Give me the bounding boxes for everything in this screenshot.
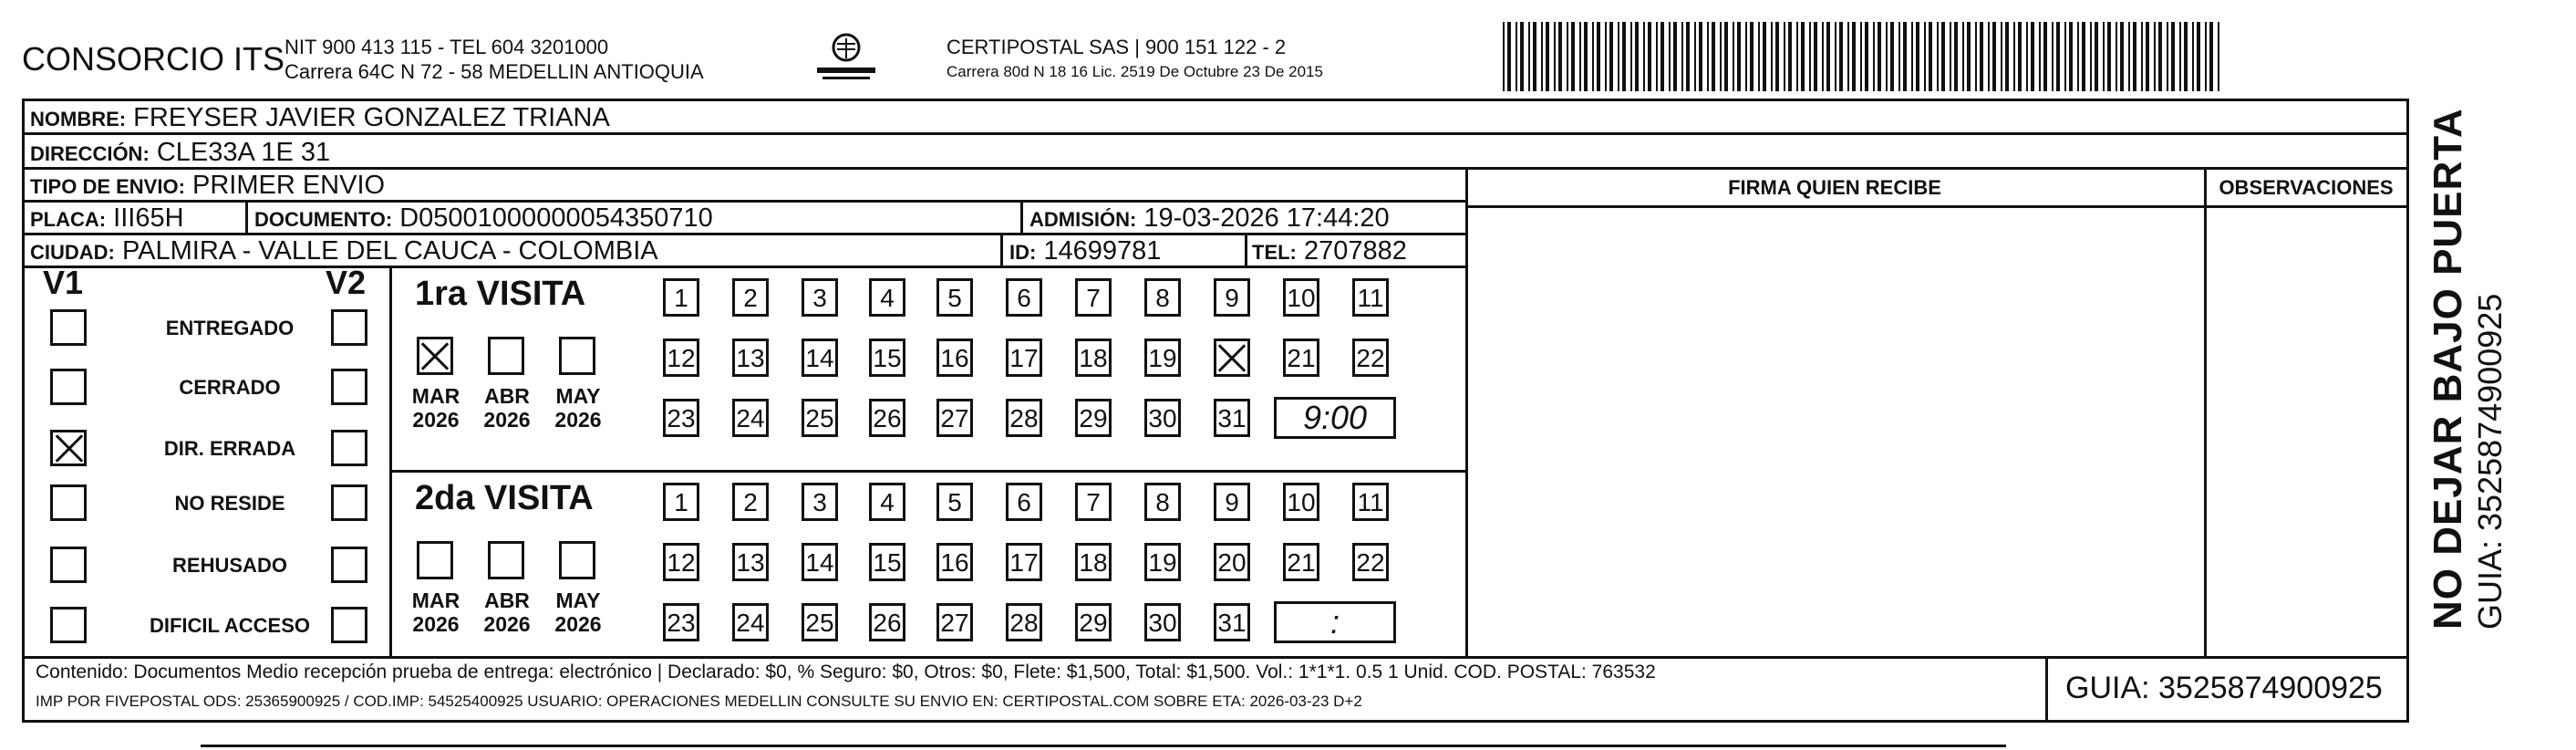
day-box[interactable]: 7 (1075, 483, 1112, 521)
courier-license: Carrera 80d N 18 16 Lic. 2519 De Octubre 23 De 2015 (947, 63, 1323, 80)
barcode-bar (1609, 22, 1613, 91)
barcode-bar (1648, 22, 1651, 91)
month-label (475, 589, 539, 636)
month-checkbox[interactable] (417, 337, 453, 375)
nit-line: NIT 900 413 115 - TEL 604 3201000 (284, 36, 609, 58)
day-box[interactable]: 10 (1283, 483, 1319, 521)
barcode-bar (2052, 22, 2054, 91)
barcode-bar (1801, 22, 1805, 91)
barcode-bar (2171, 22, 2175, 91)
day-box[interactable]: 13 (732, 339, 769, 377)
ciudad-label: CIUDAD: (30, 241, 115, 264)
day-box[interactable]: 8 (1144, 483, 1181, 521)
month-year: 2026 (483, 612, 531, 636)
tel-row (1252, 236, 1407, 267)
barcode-bar (1712, 22, 1715, 91)
barcode-bar (1796, 22, 1798, 91)
v2-label: V2 (326, 264, 367, 301)
barcode-bar (1605, 22, 1607, 91)
address-line: Carrera 64C N 72 - 58 MEDELLIN ANTIOQUIA (284, 60, 704, 83)
status-label: NO RESIDE (174, 492, 285, 515)
barcode-bar (1758, 22, 1760, 91)
day-box[interactable]: 31 (1214, 603, 1250, 641)
barcode-bar (1699, 22, 1702, 91)
v2-checkbox[interactable] (331, 547, 367, 583)
barcode-bar (2197, 22, 2200, 91)
month-label (475, 384, 539, 432)
v2-checkbox[interactable] (331, 369, 367, 405)
month-year: 2026 (554, 612, 602, 636)
v1-checkbox[interactable] (50, 309, 87, 346)
guia-number: GUIA: 3525874900925 (2065, 671, 2383, 705)
day-box[interactable]: 9 (1214, 278, 1250, 317)
v2-checkbox[interactable] (331, 430, 367, 466)
day-box[interactable]: 5 (936, 483, 973, 521)
ciudad-value: PALMIRA - VALLE DEL CAUCA - COLOMBIA (121, 236, 658, 266)
barcode-bar (1694, 22, 1696, 91)
barcode-bar (1835, 22, 1836, 91)
barcode-bar (1809, 22, 1811, 91)
firma-label: FIRMA QUIEN RECIBE (1728, 176, 1941, 199)
barcode-bar (1622, 22, 1626, 91)
month-label (546, 384, 610, 432)
barcode-bar (1750, 22, 1754, 91)
barcode-bar (1733, 22, 1734, 91)
barcode-bar (1788, 22, 1792, 91)
barcode-bar (1911, 22, 1913, 91)
day-box[interactable]: 5 (936, 278, 973, 317)
barcode-bar (1597, 22, 1600, 91)
day-box[interactable]: 18 (1075, 543, 1112, 581)
v1-checkbox[interactable] (50, 484, 87, 521)
company-name: CONSORCIO ITS (22, 40, 285, 78)
month-checkbox[interactable] (488, 337, 524, 375)
admision-label: ADMISIÓN: (1029, 208, 1137, 231)
barcode-bar (2116, 22, 2117, 91)
barcode-bar (1571, 22, 1575, 91)
day-box[interactable]: 1 (663, 483, 699, 521)
v1-checkbox[interactable] (50, 607, 87, 643)
barcode-bar (2031, 22, 2034, 91)
status-label: CERRADO (179, 376, 281, 399)
barcode-bar (1771, 22, 1773, 91)
day-box[interactable]: 25 (802, 399, 838, 437)
tipo-row (30, 171, 385, 202)
day-box[interactable]: 29 (1075, 399, 1112, 437)
bottom-rule (201, 745, 2006, 747)
barcode-bar (1886, 22, 1888, 91)
barcode-bar (2082, 22, 2085, 91)
barcode-bar (1847, 22, 1849, 91)
day-box[interactable]: 30 (1144, 603, 1181, 641)
month-checkbox[interactable] (417, 541, 453, 579)
day-box[interactable]: 3 (802, 483, 838, 521)
barcode-bar (1763, 22, 1766, 91)
courier-line: CERTIPOSTAL SAS | 900 151 122 - 2 (947, 36, 1287, 58)
placa-row (30, 203, 184, 234)
barcode-bar (1579, 22, 1581, 91)
barcode-bar (1528, 22, 1530, 91)
day-box[interactable]: 23 (663, 399, 699, 437)
barcode-bar (1992, 22, 1996, 91)
month-checkbox[interactable] (559, 337, 595, 375)
barcode-bar (1656, 22, 1658, 91)
day-box[interactable]: 24 (732, 399, 769, 437)
barcode-bar (2107, 22, 2111, 91)
day-box[interactable]: 18 (1075, 339, 1112, 377)
barcode-bar (1784, 22, 1785, 91)
barcode-bar (1814, 22, 1817, 91)
barcode-bar (1567, 22, 1568, 91)
barcode-bar (1954, 22, 1958, 91)
month-name: ABR (484, 384, 530, 408)
barcode-bar (1865, 22, 1868, 91)
barcode-bar (1507, 22, 1511, 91)
day-box[interactable]: 1 (663, 278, 699, 317)
tel-label: TEL: (1252, 241, 1297, 264)
barcode-bar (2209, 22, 2213, 91)
visit-title: 2da VISITA (415, 479, 594, 517)
month-name: MAR (411, 589, 460, 612)
day-box[interactable]: 15 (869, 543, 905, 581)
content-line: Contenido: Documentos Medio recepción prueba de entrega: electrónico | Declarado: $0, % Seguro: $0, Otros: $0, Flete: $1,500, Total: $1,500. Vol.: 1*1*1. 0.5 1 Unid. COD. POSTAL: 763532 (36, 661, 1656, 682)
day-box[interactable]: 9 (1214, 483, 1250, 521)
barcode-bar (2133, 22, 2136, 91)
documento-label: DOCUMENTO: (254, 208, 393, 231)
day-box[interactable]: 2 (732, 483, 769, 521)
barcode-bar (1929, 22, 1932, 91)
side-guia: GUIA: 3525874900925 (2471, 293, 2509, 630)
day-box[interactable]: 25 (802, 603, 838, 641)
certipostal-logo-icon (810, 29, 883, 86)
barcode-bar (1686, 22, 1690, 91)
barcode-bar (1924, 22, 1926, 91)
barcode-bar (1980, 22, 1983, 91)
day-box[interactable]: 19 (1144, 543, 1181, 581)
barcode-bar (1503, 22, 1505, 91)
tipo-label: TIPO DE ENVIO: (30, 175, 185, 198)
month-name: MAY (555, 384, 601, 408)
day-box[interactable]: 27 (936, 399, 973, 437)
barcode-bar (2043, 22, 2047, 91)
v2-checkbox[interactable] (331, 607, 367, 643)
month-checkbox[interactable] (559, 541, 595, 579)
month-label (404, 384, 468, 432)
day-box[interactable]: 12 (663, 339, 699, 377)
barcode-bar (2039, 22, 2041, 91)
v1-checkbox[interactable] (50, 547, 87, 583)
month-year: 2026 (483, 408, 531, 432)
barcode-bar (1707, 22, 1709, 91)
day-box[interactable]: 14 (802, 543, 838, 581)
day-box[interactable]: 14 (802, 339, 838, 377)
barcode-bar (2069, 22, 2073, 91)
side-warning: NO DEJAR BAJO PUERTA (2426, 108, 2470, 630)
day-box[interactable]: 17 (1006, 543, 1042, 581)
status-label: REHUSADO (172, 554, 287, 577)
barcode-bar (1558, 22, 1562, 91)
barcode-bar (2005, 22, 2009, 91)
barcode-bar (1890, 22, 1894, 91)
day-box[interactable]: 24 (732, 603, 769, 641)
month-year: 2026 (554, 408, 602, 432)
barcode-bar (2077, 22, 2079, 91)
day-box[interactable]: 27 (936, 603, 973, 641)
day-box[interactable]: 2 (732, 278, 769, 317)
barcode-bar (1516, 22, 1517, 91)
v1-checkbox[interactable] (50, 369, 87, 405)
month-name: MAY (555, 589, 601, 612)
barcode-bar (2095, 22, 2098, 91)
barcode-bar (2146, 22, 2149, 91)
day-box[interactable]: 23 (663, 603, 699, 641)
barcode-bar (1673, 22, 1677, 91)
barcode-bar (1975, 22, 1977, 91)
barcode-bar (2090, 22, 2092, 91)
barcode-bar (2158, 22, 2162, 91)
day-box[interactable]: 13 (732, 543, 769, 581)
day-box[interactable]: 3 (802, 278, 838, 317)
barcode-bar (1681, 22, 1683, 91)
observaciones-label: OBSERVACIONES (2219, 176, 2394, 199)
day-box[interactable]: 22 (1352, 339, 1389, 377)
barcode-bar (2141, 22, 2143, 91)
barcode-bar (1554, 22, 1556, 91)
barcode-bar (1669, 22, 1671, 91)
barcode-bar (1916, 22, 1919, 91)
barcode-bar (1541, 22, 1543, 91)
status-label: ENTREGADO (165, 317, 295, 339)
barcode-bar (1635, 22, 1639, 91)
day-box[interactable]: 31 (1214, 399, 1250, 437)
direccion-label: DIRECCIÓN: (30, 142, 150, 165)
barcode-bar (1630, 22, 1632, 91)
barcode-bar (1873, 22, 1875, 91)
barcode-bar (1584, 22, 1588, 91)
barcode-bar (2167, 22, 2168, 91)
barcode-bar (2001, 22, 2002, 91)
barcode-bar (2103, 22, 2105, 91)
time-field[interactable]: : (1274, 601, 1396, 643)
barcode-bar (1967, 22, 1971, 91)
barcode-bar (2184, 22, 2188, 91)
barcode-bar (1745, 22, 1747, 91)
day-box[interactable]: 12 (663, 543, 699, 581)
day-box[interactable]: 28 (1006, 603, 1042, 641)
month-name: ABR (484, 589, 530, 612)
barcode-bar (1826, 22, 1830, 91)
id-value: 14699781 (1043, 236, 1162, 266)
barcode-bar (1860, 22, 1862, 91)
barcode-bar (1941, 22, 1945, 91)
documento-value: D05001000000054350710 (399, 203, 713, 233)
barcode-bar (2154, 22, 2156, 91)
day-box[interactable]: 26 (869, 399, 905, 437)
month-year: 2026 (412, 408, 460, 432)
barcode-bar (1878, 22, 1881, 91)
day-box[interactable]: 4 (869, 483, 905, 521)
admision-value: 19-03-2026 17:44:20 (1143, 203, 1390, 233)
barcode-bar (2128, 22, 2130, 91)
status-label: DIR. ERRADA (163, 437, 296, 460)
month-checkbox[interactable] (488, 541, 524, 579)
nombre-value: FREYSER JAVIER GONZALEZ TRIANA (133, 103, 610, 132)
day-box[interactable]: 7 (1075, 278, 1112, 317)
barcode-bar (1533, 22, 1536, 91)
month-label (546, 589, 610, 636)
documento-row (254, 203, 713, 234)
ciudad-row (30, 236, 658, 267)
barcode-bar (2056, 22, 2060, 91)
barcode-bar (1950, 22, 1951, 91)
barcode-bar (1643, 22, 1645, 91)
v1-label: V1 (43, 264, 84, 301)
courier-info (947, 35, 1323, 84)
barcode-bar (1724, 22, 1728, 91)
day-box[interactable] (1214, 339, 1250, 377)
barcode-bar (2064, 22, 2066, 91)
barcode-bar (1937, 22, 1939, 91)
barcode-bar (2192, 22, 2194, 91)
day-box[interactable]: 4 (869, 278, 905, 317)
day-box[interactable]: 6 (1006, 483, 1042, 521)
day-box[interactable]: 30 (1144, 399, 1181, 437)
day-box[interactable]: 15 (869, 339, 905, 377)
day-box[interactable]: 22 (1352, 543, 1389, 581)
v2-checkbox[interactable] (331, 484, 367, 521)
barcode-bar (1737, 22, 1741, 91)
barcode-bar (1839, 22, 1843, 91)
day-box[interactable]: 17 (1006, 339, 1042, 377)
direccion-row (30, 138, 330, 169)
barcode-bar (2120, 22, 2124, 91)
time-field[interactable]: 9:00 (1274, 397, 1396, 439)
tipo-value: PRIMER ENVIO (191, 171, 386, 200)
day-box[interactable]: 20 (1214, 543, 1250, 581)
barcode-bar (2205, 22, 2207, 91)
direccion-value: CLE33A 1E 31 (156, 138, 331, 167)
day-box[interactable]: 10 (1283, 278, 1319, 317)
day-box[interactable]: 19 (1144, 339, 1181, 377)
day-box[interactable]: 26 (869, 603, 905, 641)
barcode-bar (1660, 22, 1664, 91)
day-box[interactable]: 11 (1352, 483, 1389, 521)
side-notice (2426, 46, 2526, 630)
barcode-bar (2179, 22, 2181, 91)
nombre-row (30, 103, 610, 134)
placa-value: III65H (113, 203, 184, 233)
v2-checkbox[interactable] (331, 309, 367, 346)
day-box[interactable]: 8 (1144, 278, 1181, 317)
day-box[interactable]: 21 (1283, 543, 1319, 581)
barcode-bar (1903, 22, 1907, 91)
placa-label: PLACA: (30, 208, 107, 231)
tel-value: 2707882 (1303, 236, 1407, 266)
barcode-bar (2218, 22, 2219, 91)
v1-checkbox[interactable] (50, 430, 87, 466)
day-box[interactable]: 11 (1352, 278, 1389, 317)
admision-row (1029, 203, 1390, 234)
day-box[interactable]: 29 (1075, 603, 1112, 641)
status-label: DIFICIL ACCESO (149, 614, 310, 637)
barcode-bar (1546, 22, 1549, 91)
barcode-bar (1618, 22, 1619, 91)
barcode-bar (1592, 22, 1594, 91)
barcode-bar (1775, 22, 1779, 91)
nombre-label: NOMBRE: (30, 108, 127, 130)
day-box[interactable]: 16 (936, 543, 973, 581)
barcode-bar (2018, 22, 2022, 91)
imp-line: IMP POR FIVEPOSTAL ODS: 25365900925 / COD.IMP: 54525400925 USUARIO: OPERACIONES MEDELLIN CONSULTE SU ENVIO EN: CERTIPOSTAL.COM SOBRE ETA: 2026-03-23 D+2 (36, 693, 1362, 710)
day-box[interactable]: 28 (1006, 399, 1042, 437)
barcode (1499, 22, 2229, 91)
id-label: ID: (1009, 241, 1037, 264)
day-box[interactable]: 21 (1283, 339, 1319, 377)
day-box[interactable]: 6 (1006, 278, 1042, 317)
month-name: MAR (411, 384, 460, 408)
barcode-bar (1520, 22, 1524, 91)
barcode-bar (1852, 22, 1856, 91)
barcode-bar (1898, 22, 1900, 91)
barcode-bar (1822, 22, 1824, 91)
barcode-bar (2013, 22, 2015, 91)
visit-title: 1ra VISITA (415, 275, 586, 313)
id-row (1009, 236, 1161, 267)
barcode-bar (1988, 22, 1990, 91)
barcode-bar (1962, 22, 1964, 91)
barcode-bar (1720, 22, 1722, 91)
month-label (404, 589, 468, 636)
company-info (284, 35, 704, 84)
barcode-bar (2026, 22, 2028, 91)
day-box[interactable]: 16 (936, 339, 973, 377)
delivery-form (22, 99, 2409, 723)
month-year: 2026 (412, 612, 460, 636)
